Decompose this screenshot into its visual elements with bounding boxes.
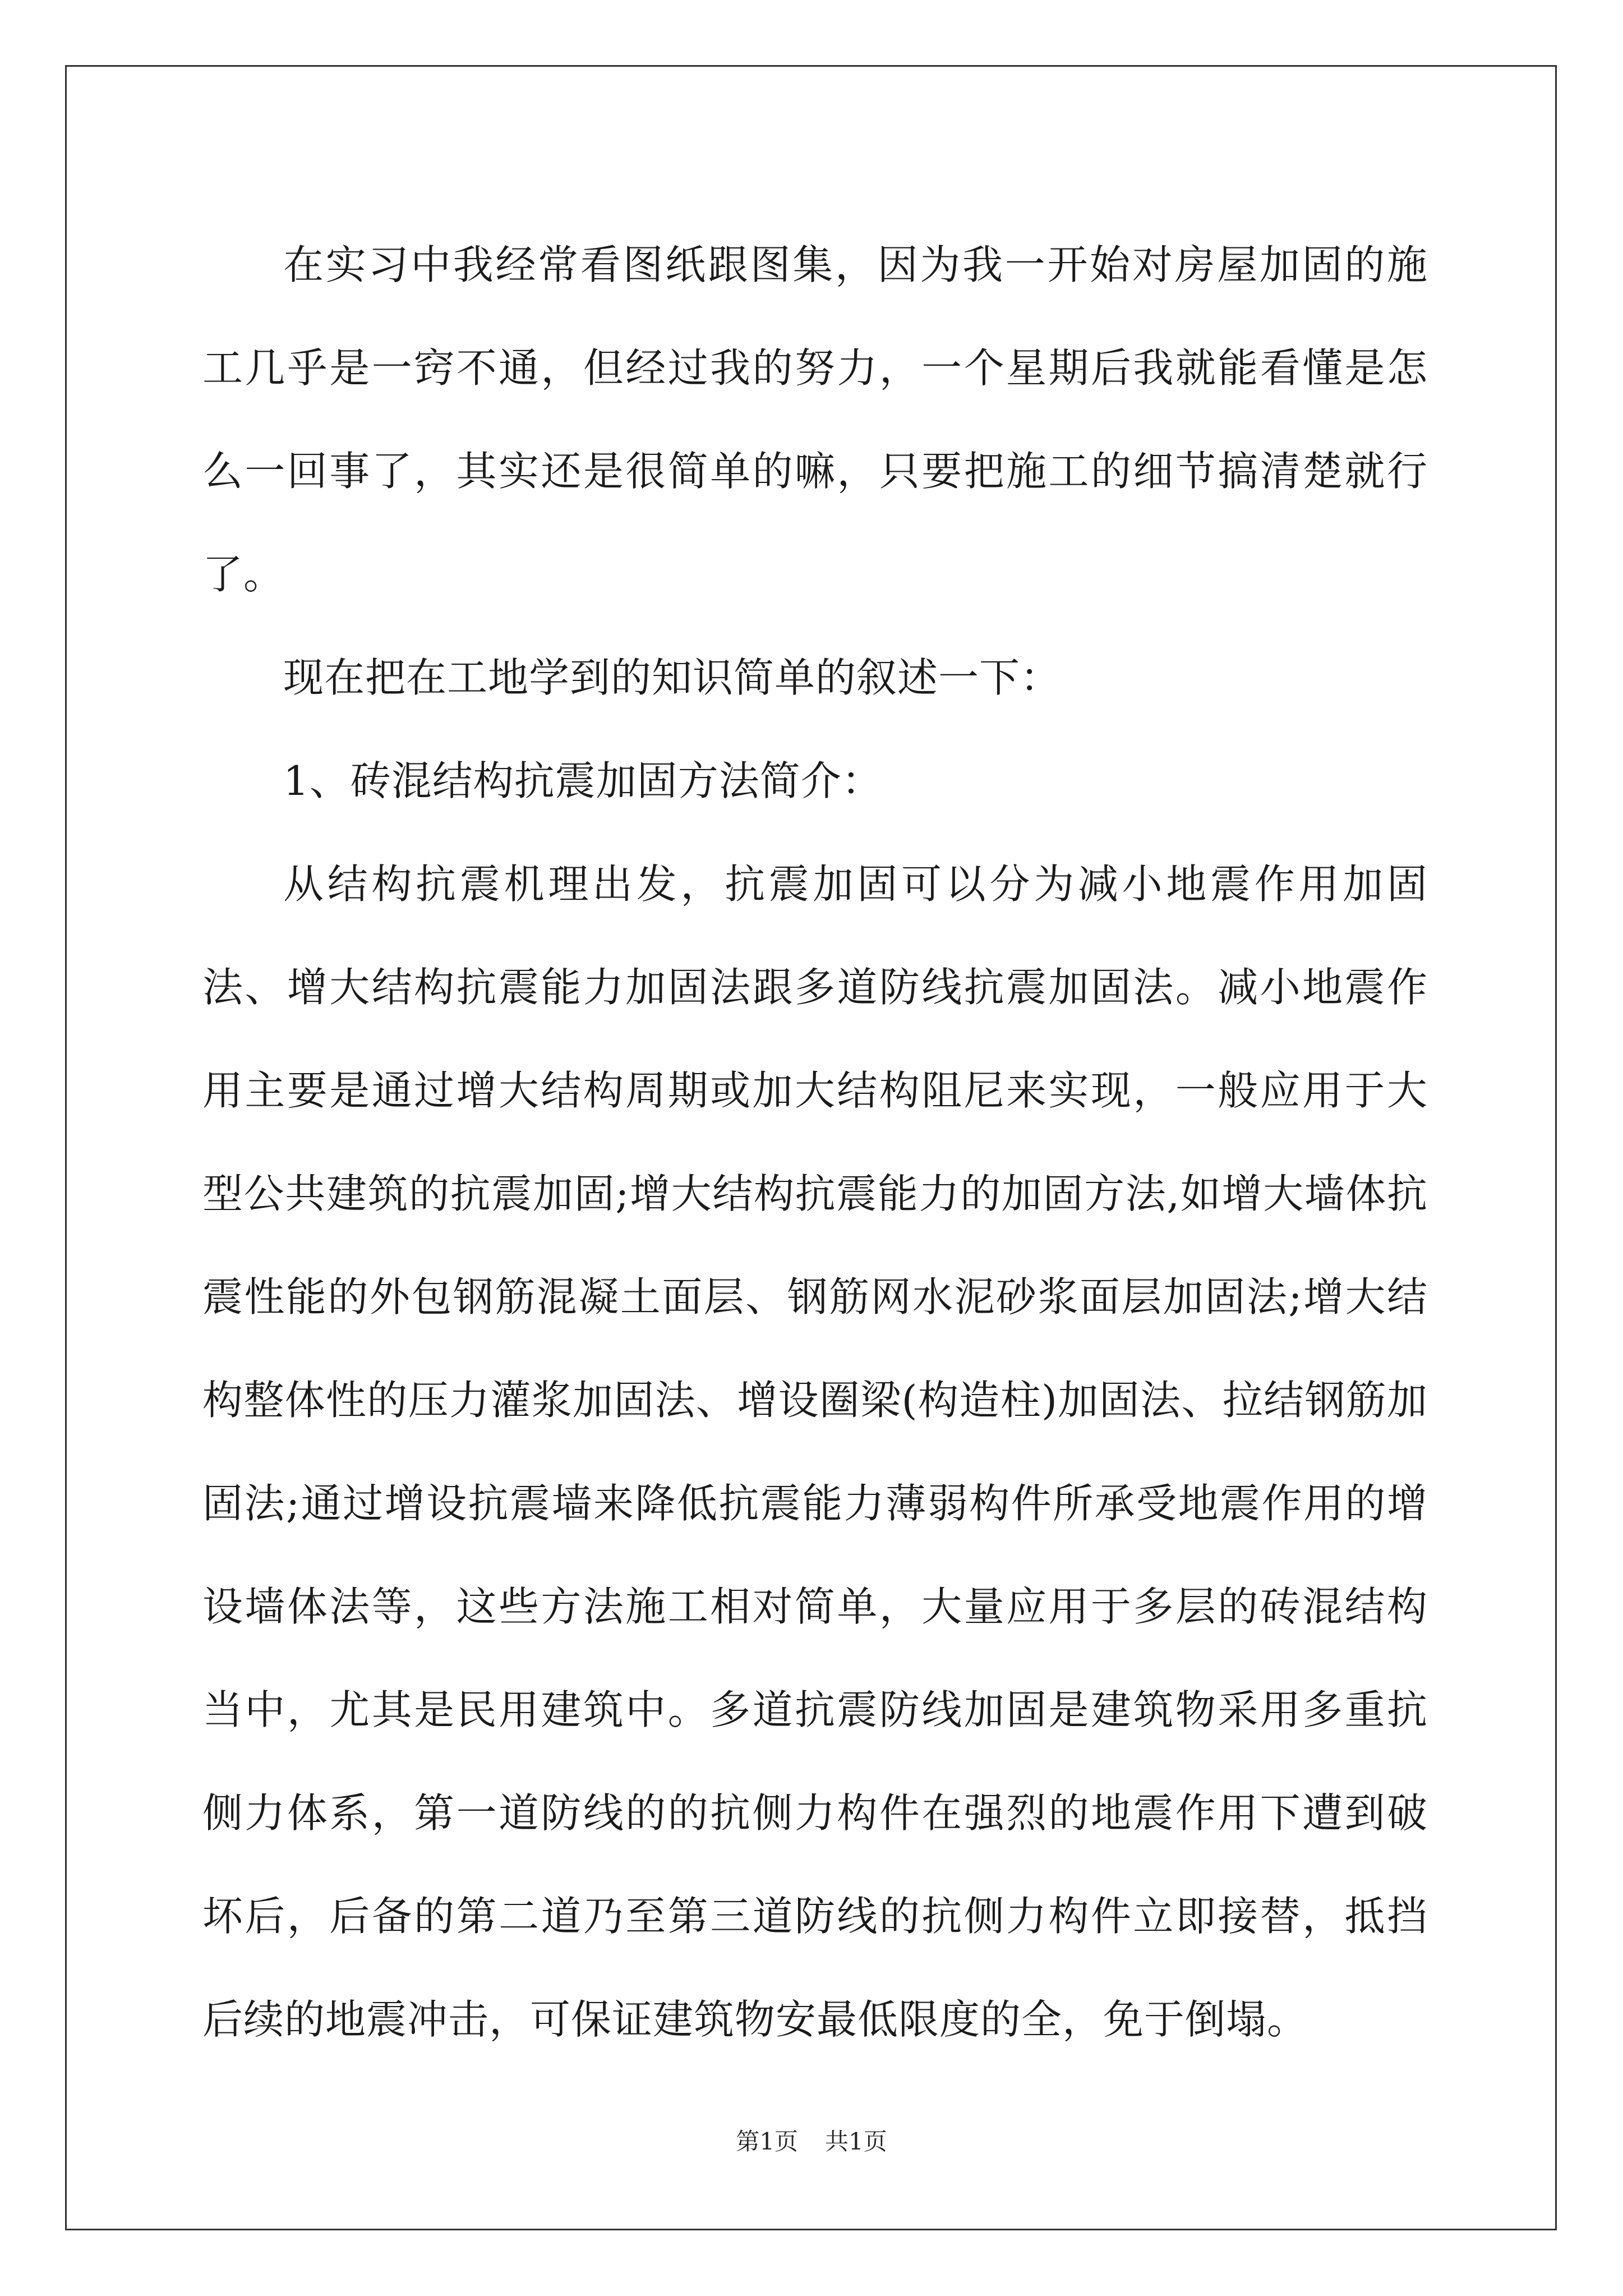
page-footer	[0, 2125, 1623, 2159]
paragraph-methods: 从结构抗震机理出发，抗震加固可以分为减小地震作用加固法、增大结构抗震能力加固法跟多道防线抗震加固法。减小地震作用主要是通过增大结构周期或加大结构阻尼来实现，一般应用于大型公共建筑的抗震加固;增大结构抗震能力的加固方法,如增大墙体抗震性能的外包钢筋混凝土面层、钢筋网水泥砂浆面层加固法;增大结构整体性的压力灌浆加固法、增设圈梁(构造柱)加固法、拉结钢筋加固法;通过增设抗震墙来降低抗震能力薄弱构件所承受地震作用的增设墙体法等，这些方法施工相对简单，大量应用于多层的砖混结构当中，尤其是民用建筑中。多道抗震防线加固是建筑物采用多重抗侧力体系，第一道防线的的抗侧力构件在强烈的地震作用下遭到破坏后，后备的第二道乃至第三道防线的抗侧力构件立即接替，抵挡后续的地震冲击，可保证建筑物安最低限度的全，免于倒塌。	[202, 861, 1428, 2043]
paragraph-intro: 在实习中我经常看图纸跟图集，因为我一开始对房屋加固的施工几乎是一窍不通，但经过我的努力，一个星期后我就能看懂是怎么一回事了，其实还是很简单的嘛，只要把施工的细节搞清楚就行了。	[202, 241, 1428, 598]
total-pages-label: 共1页	[825, 2128, 887, 2155]
current-page-label: 第1页	[736, 2128, 798, 2155]
document-body	[202, 213, 1428, 2071]
paragraph-summary-lead: 现在把在工地学到的知识简单的叙述一下：	[283, 654, 1062, 701]
section-heading: 1、砖混结构抗震加固方法简介：	[283, 757, 883, 804]
